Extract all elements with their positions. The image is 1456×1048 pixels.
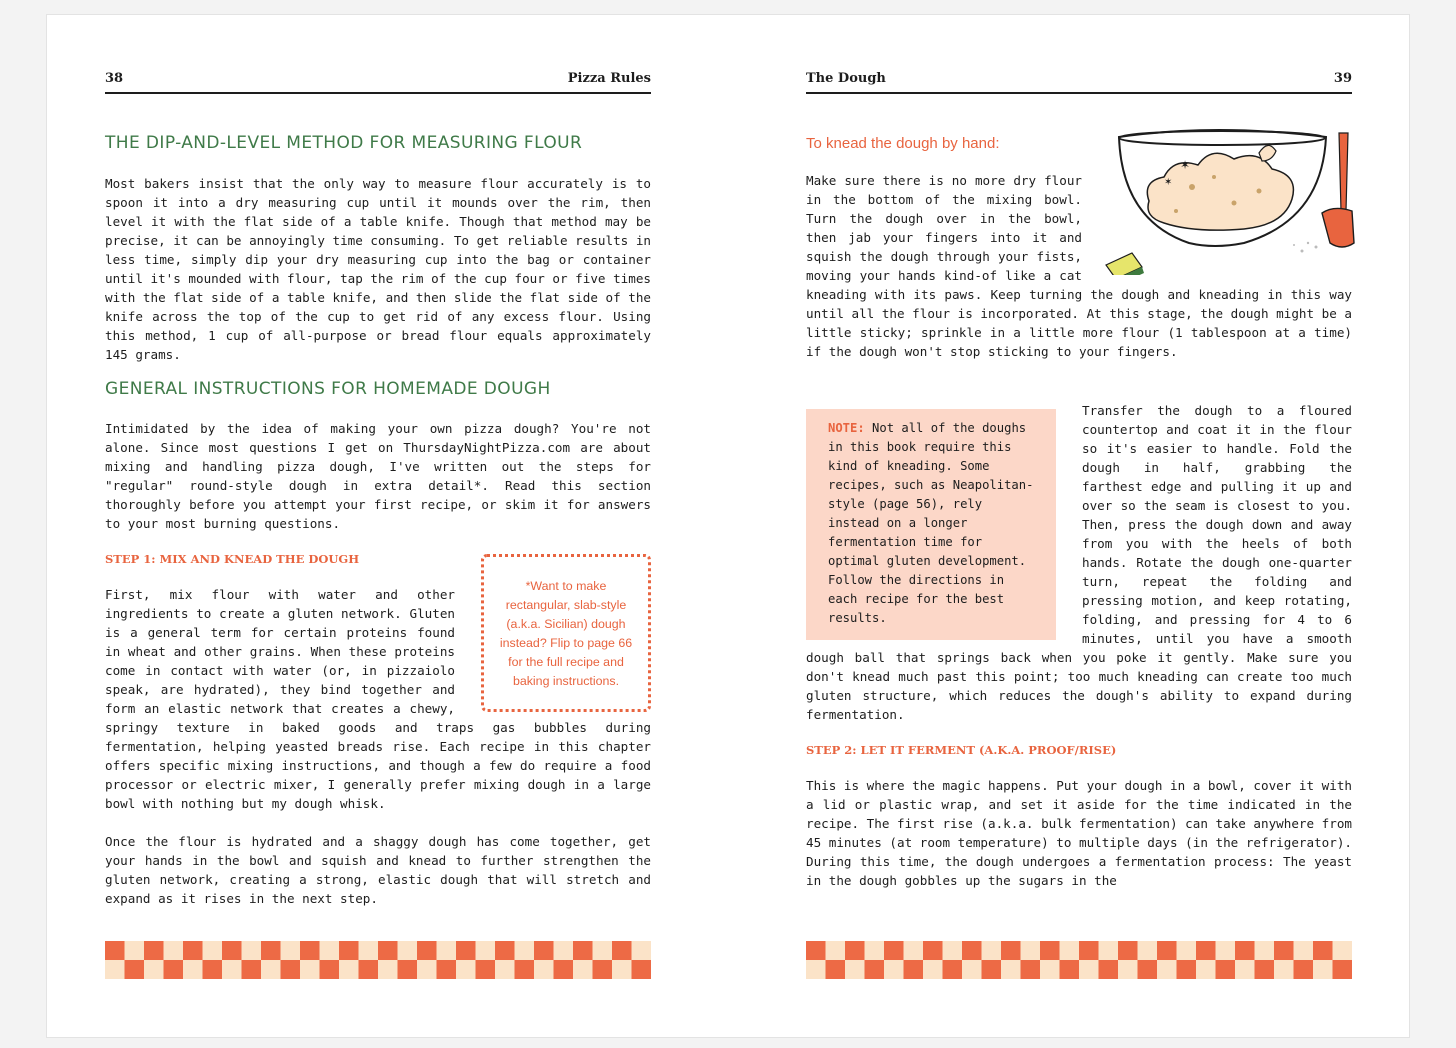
- knead-block: [806, 135, 1352, 361]
- step2-paragraph: This is where the magic happens. Put your dough in a bowl, cover it with a lid or plastic wrap, and set it aside for the time indicated in the recipe. The first rise (a.k.a. bulk fermentation) can take anywhere from 45 minutes (at room temperature) to multiple days (in the refrigerator). During this time, the dough undergoes a fermentation process: The yeast in the dough gobbles up the sugars in the: [806, 778, 1352, 888]
- measuring-flour-paragraph: Most bakers insist that the only way to measure flour accurately is to spoon it into a dry measuring cup until it mounds over the rim, then level it with the flat side of a table knife. Though that method may be precise, it can be annoyingly time consuming. To get reliable results in less time, simply dip your dry measuring cup into the bag or container until it's mounded with flour, tap the rim of the cup four or five times with the flat side of a table knife, and then slide the flat side of the knife across the top of the cup to get rid of any excess flour. Using this method, 1 cup of all-purpose or bread flour equals approximately 145 grams.: [105, 176, 651, 362]
- note-text: Not all of the doughs in this book require this kind of kneading. Some recipes, such as Neapolitan-style (page 56), rely instead on a longer fermentation time for optimal gluten development. Follow the directions in each recipe for the best results.: [828, 421, 1034, 625]
- running-title: The Dough: [806, 71, 886, 86]
- step1-paragraph-1: First, mix flour with water and other ingredients to create a gluten network. Gluten is a general term for certain proteins found in wheat and other grains. When these proteins come in contact with water (or, in pizzaiolo speak, are hydrated), they bind together and form an elastic network that creates a chewy, springy texture in baked goods and traps gas bubbles during fermentation, helping yeasted breads rise. Each recipe in this chapter offers specific mixing instructions, and though a few do require a food processor or electric mixer, I generally prefer mixing dough in a large bowl with nothing but my dough whisk.: [105, 587, 651, 811]
- svg-text:✶: ✶: [1164, 177, 1173, 188]
- checkered-border: [806, 941, 1352, 979]
- step2-title: LET IT FERMENT (A.K.A. PROOF/RISE): [860, 743, 1117, 757]
- page-number: 38: [105, 71, 124, 86]
- kneading-note: [806, 409, 1056, 640]
- mixing-bowl-icon: [1094, 125, 1356, 275]
- book-spread: [46, 14, 1410, 1038]
- step2-heading: [806, 743, 1352, 757]
- knead-by-hand-heading: To knead the dough by hand:: [806, 135, 1000, 152]
- step1-title: MIX AND KNEAD THE DOUGH: [159, 552, 360, 566]
- step1-paragraph-2: Once the flour is hydrated and a shaggy dough has come together, get your hands in the bowl and squish and knead to further strengthen the gluten network, creating a strong, elastic dough that will stretch and expand as it rises in the next step.: [105, 834, 651, 906]
- transfer-block: [806, 401, 1352, 890]
- running-title: Pizza Rules: [567, 71, 651, 86]
- right-running-head: [806, 71, 1352, 94]
- step1-block: [105, 552, 651, 908]
- general-instructions-paragraph: Intimidated by the idea of making your own pizza dough? You're not alone. Since most questions I get on ThursdayNightPizza.com are about mixing and handling pizza dough, I've written out the steps for "regular" round-style dough in extra detail*. Read this section thoroughly before you attempt your first recipe, or skim it for answers to your most burning questions.: [105, 421, 651, 531]
- note-label: NOTE:: [828, 421, 865, 435]
- left-running-head: [105, 71, 651, 94]
- page-number: 39: [1333, 71, 1352, 86]
- svg-text:✶: ✶: [1180, 158, 1191, 172]
- callout-text: *Want to make rectangular, slab-style (a.k.a. Sicilian) dough instead? Flip to page 66 for the full recipe and baking instructions.: [499, 579, 633, 688]
- slab-dough-callout: [481, 554, 651, 712]
- mixing-bowl-illustration: [1094, 125, 1356, 275]
- section-heading-measuring-flour: THE DIP-AND-LEVEL METHOD FOR MEASURING FLOUR: [105, 133, 583, 153]
- checkered-border: [105, 941, 651, 979]
- transfer-paragraph: Transfer the dough to a floured countertop and coat it in the flour so it's easier to handle. Fold the dough in half, grabbing the farthest edge and pulling it up and over so the seam is closest to you. Then, press the dough down and away from you with the heels of both hands. Rotate the dough one-quarter turn, repeat the folding and pressing motion, and keep rotating, folding, and pressing for 4 to 6 minutes, until you have a smooth dough ball that springs back when you poke it gently. Make sure you don't knead much past this point; too much kneading can create too much gluten structure, which reduces the dough's ability to expand during fermentation.: [806, 403, 1352, 722]
- step1-label: STEP 1:: [105, 552, 156, 566]
- section-heading-general-instructions: GENERAL INSTRUCTIONS FOR HOMEMADE DOUGH: [105, 379, 551, 399]
- left-page: [105, 15, 651, 1037]
- knead-paragraph: Make sure there is no more dry flour in the bottom of the mixing bowl. Turn the dough over in the bowl, then jab your fingers into it and squish the dough through your fists, moving your hands kind-of like a cat kneading with its paws. Keep turning the dough and kneading in this way until all the flour is incorporated. At this stage, the dough might be a little sticky; sprinkle in a little more flour (1 tablespoon at a time) if the dough won't stop sticking to your fingers.: [806, 173, 1352, 359]
- right-page: [806, 15, 1352, 1037]
- step2-label: STEP 2:: [806, 743, 857, 757]
